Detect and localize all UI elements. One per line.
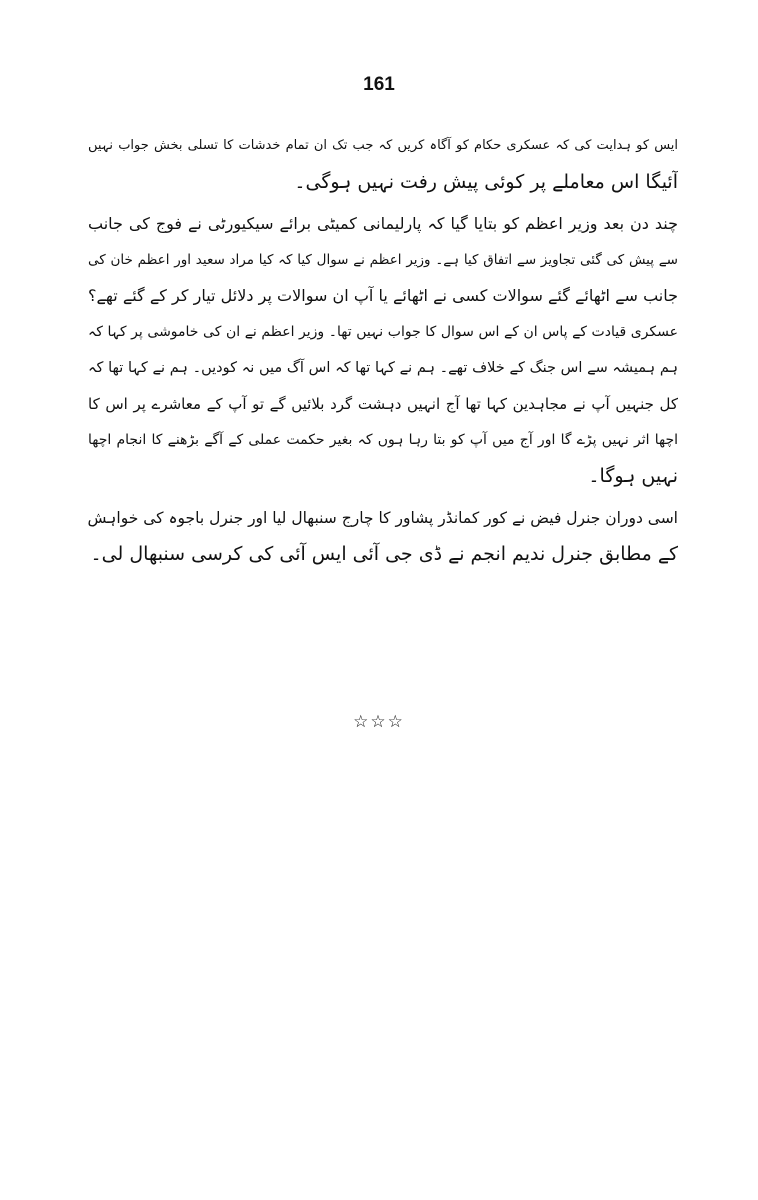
paragraph-1 (88, 128, 678, 200)
text-line: عسکری قیادت کے پاس ان کے اس سوال کا جواب نہیں تھا۔ وزیر اعظم نے ان کی خاموشی پر کہا کہ (88, 324, 678, 340)
text-line: جانب سے اٹھائے گئے سوالات کسی نے اٹھائے یا آپ ان سوالات پر دلائل تیار کر کے گئے تھے؟ (88, 286, 678, 305)
paragraph-2 (88, 206, 678, 494)
text-line: سے پیش کی گئی تجاویز سے اتفاق کیا ہے۔ وزیر اعظم نے سوال کیا کہ کیا مراد سعید اور اعظم خان کی (88, 252, 678, 268)
text-line: آئیگا اس معاملے پر کوئی پیش رفت نہیں ہوگی۔ (294, 171, 678, 193)
text-line: اچھا اثر نہیں پڑے گا اور آج میں آپ کو بتا رہا ہوں کہ بغیر حکمت عملی کے آگے بڑھنے کا انجام اچھا (88, 432, 678, 448)
text-line: کل جنہیں آپ نے مجاہدین کہا تھا آج انہیں دہشت گرد بلائیں گے تو آپ کے معاشرے پر اس کا (88, 395, 678, 413)
text-line: ایس کو ہدایت کی کہ عسکری حکام کو آگاہ کریں کہ جب تک ان تمام خدشات کا تسلی بخش جواب نہیں (88, 138, 678, 153)
paragraph-3 (88, 500, 678, 572)
section-break-stars: ☆☆☆ (353, 712, 405, 732)
page-number: 161 (363, 74, 395, 95)
text-line: نہیں ہوگا۔ (588, 465, 678, 487)
text-line: ہم ہمیشہ سے اس جنگ کے خلاف تھے۔ ہم نے کہا تھا کہ اس آگ میں نہ کودیں۔ ہم نے کہا تھا کہ (88, 360, 678, 376)
text-line: چند دن بعد وزیر اعظم کو بتایا گیا کہ پارلیمانی کمیٹی برائے سیکیورٹی نے فوج کی جانب (88, 214, 678, 233)
text-line: کے مطابق جنرل ندیم انجم نے ڈی جی آئی ایس آئی کی کرسی سنبھال لی۔ (90, 543, 678, 565)
body-text (88, 128, 678, 578)
text-line: اسی دوران جنرل فیض نے کور کمانڈر پشاور کا چارج سنبھال لیا اور جنرل باجوہ کی خواہش (88, 509, 678, 527)
